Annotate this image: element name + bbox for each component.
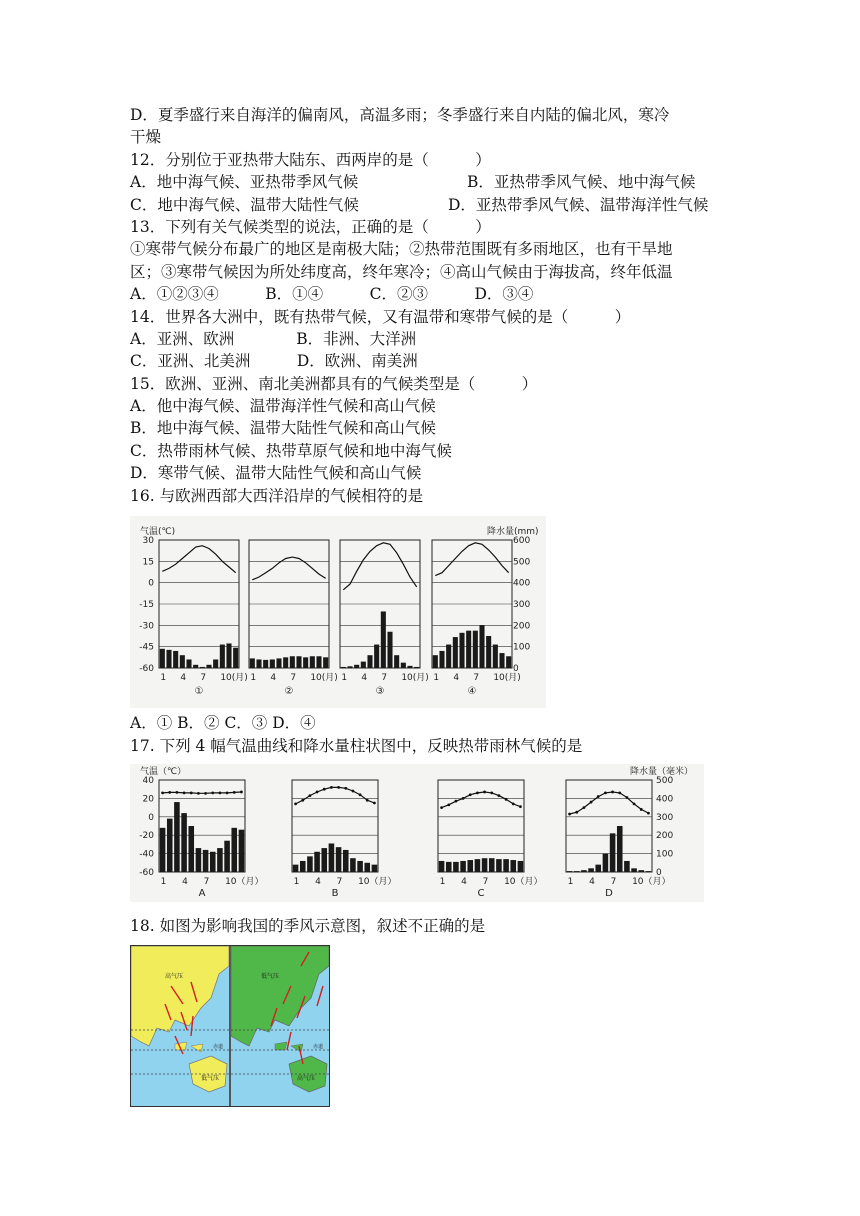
precip-bar [160, 828, 166, 872]
precip-bar [466, 631, 471, 668]
precip-bar [394, 655, 399, 668]
temp-tick-label: 30 [142, 536, 154, 546]
month-tick-label: 1 [341, 673, 348, 683]
precip-bar [336, 847, 342, 872]
temp-point [455, 800, 458, 803]
panel-label: D [605, 888, 613, 899]
precip-bar [347, 666, 352, 668]
precip-bar [233, 648, 238, 668]
month-tick-label: 10（月） [225, 877, 264, 887]
temp-point [344, 787, 347, 790]
precip-bar [475, 859, 481, 872]
month-tick-label: 4 [453, 673, 460, 683]
precip-bar [300, 861, 306, 872]
precip-bar [188, 826, 194, 872]
precip-bar [217, 848, 223, 872]
precip-bar [263, 660, 268, 668]
precip-bar [181, 813, 187, 872]
precip-tick-label: 400 [656, 794, 674, 805]
panel-frame [438, 780, 524, 872]
q16-options: A．① B．② C．③ D．④ [130, 714, 316, 732]
map-right-low-pressure-label: 低气压 [261, 973, 280, 980]
precip-bar [213, 659, 218, 668]
precip-bar [193, 665, 198, 668]
temp-point [176, 791, 179, 794]
precip-bar [174, 802, 180, 872]
month-tick-label: 7 [473, 673, 480, 683]
precip-tick-label: 100 [513, 642, 531, 653]
precip-bar [341, 667, 346, 668]
temp-point [568, 813, 571, 816]
precip-bar [321, 848, 327, 872]
precip-bar [203, 850, 209, 872]
q13-options: A．①②③④ B．①④ C．②③ D．③④ [130, 285, 534, 304]
month-tick-label: 7 [381, 673, 388, 683]
monsoon-map-figure [130, 945, 330, 1107]
month-tick-label: 1 [293, 877, 300, 887]
precip-bar [407, 666, 412, 668]
month-tick-label: 4 [361, 673, 368, 683]
temp-point [633, 803, 636, 806]
precip-tick-label: 0 [656, 868, 662, 878]
q13-stem: 13．下列有关气候类型的说法，正确的是（ ） [130, 217, 491, 236]
temp-tick-label: -40 [139, 849, 154, 860]
map-left-low-pressure-label: 低气压 [201, 1075, 220, 1082]
precip-bar [473, 631, 478, 668]
precip-tick-label: 300 [513, 600, 531, 610]
precip-bar [624, 861, 630, 872]
temp-point [490, 791, 493, 794]
temp-point [611, 791, 614, 794]
month-tick-label: 1 [439, 877, 446, 887]
temp-tick-label: 15 [142, 557, 154, 568]
precip-bar [646, 871, 652, 872]
precip-axis-title: 降水量（毫米） [630, 767, 694, 777]
q18-stem: 18. 如图为影响我国的季风示意图，叙述不正确的是 [130, 917, 486, 935]
map-left-equator-label: 赤道 [213, 1044, 224, 1050]
precip-axis-title: 降水量(mm) [487, 527, 539, 537]
precip-bar [581, 870, 587, 872]
precip-bar [314, 852, 320, 872]
temp-point [483, 791, 486, 794]
q12-option-a: A．地中海气候、亚热带季风气候 [130, 173, 359, 192]
q12-options-ab [130, 171, 740, 193]
precip-bar [453, 862, 459, 872]
month-tick-label: 7 [200, 673, 207, 683]
worksheet [130, 104, 740, 507]
temp-tick-label: -30 [139, 621, 154, 632]
panel-label: ① [194, 686, 204, 697]
temp-point [204, 792, 207, 795]
month-tick-label: 4 [315, 877, 321, 887]
panel-label: A [198, 888, 206, 899]
precip-tick-label: 300 [656, 812, 674, 823]
temp-point [190, 791, 193, 794]
precip-tick-label: 0 [513, 664, 519, 674]
precip-bar [499, 653, 504, 668]
precip-bar [250, 658, 255, 668]
temp-point [583, 806, 586, 809]
precip-bar [296, 656, 301, 668]
precip-bar [414, 667, 419, 668]
temp-curve [252, 557, 325, 580]
temp-point [301, 799, 304, 802]
q11-option-d-line1: D．夏季盛行来自海洋的偏南风，高温多雨；冬季盛行来自内陆的偏北风，寒冷 [130, 106, 670, 124]
temp-point [640, 808, 643, 811]
temp-curve [162, 546, 235, 573]
temp-point [604, 791, 607, 794]
temp-point [330, 786, 333, 789]
temp-point [647, 812, 650, 815]
q13-statements-line2: 区；③寒带气候因为所处纬度高，终年寒冷；④高山气候由于海拔高，终年低温 [130, 262, 673, 281]
precip-bar [503, 859, 509, 872]
temp-point [309, 794, 312, 797]
precip-bar [180, 655, 185, 668]
precip-bar [323, 657, 328, 668]
panel-frame [566, 780, 652, 872]
precip-bar [196, 848, 202, 872]
precip-bar [270, 659, 275, 668]
temp-point [505, 798, 508, 801]
temp-point [183, 791, 186, 794]
q15-option-b: B．地中海气候、温带大陆性气候和高山气候 [130, 419, 436, 438]
precip-bar [574, 871, 580, 872]
q12-option-d: D．亚热带季风气候、温带海洋性气候 [448, 195, 709, 214]
q15-option-a: A．他中海气候、温带海洋性气候和高山气候 [130, 397, 436, 416]
precip-bar [226, 643, 231, 668]
temp-point [597, 795, 600, 798]
month-tick-label: 7 [336, 877, 343, 887]
temp-tick-label: 0 [148, 812, 154, 823]
temp-point [476, 791, 479, 794]
precip-bar [354, 665, 359, 668]
month-tick-label: 1 [160, 877, 167, 887]
temp-point [316, 791, 319, 794]
month-tick-label: 7 [290, 673, 297, 683]
month-tick-label: 7 [482, 877, 489, 887]
q15-option-c: C．热带雨林气候、热带草原气候和地中海气候 [130, 441, 452, 460]
temp-point [226, 791, 229, 794]
precip-bar [439, 861, 445, 872]
panel-label: ③ [375, 686, 385, 697]
precip-bar [401, 663, 406, 668]
precip-bar [595, 865, 601, 872]
precip-bar [459, 633, 464, 668]
precip-bar [387, 632, 392, 668]
precip-bar [631, 868, 637, 872]
map-right-equator-label: 赤道 [313, 1044, 324, 1050]
precip-bar [316, 656, 321, 668]
temp-point [337, 786, 340, 789]
precip-bar [239, 830, 245, 872]
temp-point [462, 797, 465, 800]
precip-bar [167, 819, 173, 872]
precip-bar [496, 859, 502, 872]
precip-bar [350, 858, 356, 872]
temp-tick-label: -45 [139, 642, 154, 653]
month-tick-label: 10(月) [493, 673, 521, 683]
precip-bar [467, 860, 473, 872]
precip-bar [453, 637, 458, 668]
precip-bar [290, 656, 295, 668]
precip-tick-label: 100 [656, 849, 674, 860]
temp-point [626, 796, 629, 799]
month-tick-label: 1 [433, 673, 440, 683]
temp-point [211, 791, 214, 794]
q12-stem: 12．分别位于亚热带大陆东、西两岸的是（ ） [130, 150, 491, 169]
temp-curve [570, 792, 649, 814]
temp-point [618, 791, 621, 794]
month-tick-label: 1 [567, 877, 574, 887]
precip-tick-label: 200 [513, 621, 531, 632]
panel-frame [292, 780, 378, 872]
month-tick-label: 10(月) [401, 673, 429, 683]
precip-bar [493, 645, 498, 668]
q14-stem: 14．世界各大洲中，既有热带气候，又有温带和寒带气候的是（ ） [130, 307, 631, 326]
map-right-high-pressure-label: 高气压 [297, 1075, 316, 1082]
q13-statements-line1: ①寒带气候分布最广的地区是南极大陆；②热带范围既有多雨地区，也有干旱地 [130, 240, 673, 259]
precip-bar [610, 833, 616, 872]
month-tick-label: 10（月） [358, 877, 397, 887]
precip-bar [166, 650, 171, 668]
precip-bar [603, 854, 609, 872]
temp-point [590, 801, 593, 804]
precip-bar [186, 659, 191, 668]
temp-point [519, 805, 522, 808]
panel-label: ② [284, 686, 294, 697]
temp-curve [442, 792, 521, 808]
precip-bar [433, 655, 438, 668]
precip-bar [361, 662, 366, 668]
temp-tick-label: -60 [139, 868, 154, 878]
precip-bar [173, 651, 178, 668]
month-tick-label: 4 [589, 877, 595, 887]
temp-point [197, 792, 200, 795]
temp-point [323, 788, 326, 791]
q14-options-ab: A．亚洲、欧洲 B．非洲、大洋洲 [130, 329, 417, 348]
temp-point [168, 791, 171, 794]
temp-curve [163, 792, 242, 793]
precip-bar [329, 843, 335, 872]
q16-climate-chart [130, 516, 546, 708]
q15-option-d: D．寒带气候、温带大陆性气候和高山气候 [130, 464, 422, 483]
precip-bar [617, 826, 623, 872]
precip-bar [206, 665, 211, 668]
month-tick-label: 10（月） [632, 877, 671, 887]
month-tick-label: 10（月） [504, 877, 543, 887]
month-tick-label: 4 [461, 877, 467, 887]
temp-tick-label: 20 [142, 794, 154, 805]
precip-bar [283, 657, 288, 668]
precip-bar [446, 645, 451, 668]
temp-curve [296, 787, 375, 804]
temp-point [373, 802, 376, 805]
temp-point [359, 793, 362, 796]
monsoon-map-svg [131, 946, 329, 1106]
precip-bar [372, 865, 378, 872]
q16-stem: 16. 与欧洲西部大西洋沿岸的气候相符的是 [130, 486, 424, 505]
temp-point [294, 803, 297, 806]
temp-curve [435, 543, 508, 576]
precip-tick-label: 400 [513, 578, 531, 589]
q14-options-cd: C．亚洲、北美洲 D．欧洲、南美洲 [130, 352, 418, 371]
precip-bar [231, 828, 237, 872]
precip-bar [439, 651, 444, 668]
q11-option-d-line2: 干燥 [130, 128, 162, 147]
precip-bar [224, 841, 230, 872]
temp-tick-label: -20 [139, 831, 154, 842]
precip-bar [293, 865, 299, 872]
panel-label: ④ [467, 686, 477, 697]
month-tick-label: 4 [270, 673, 277, 683]
month-tick-label: 1 [250, 673, 257, 683]
q16-climate-chart-svg [130, 516, 546, 708]
temp-point [469, 793, 472, 796]
temp-tick-label: -15 [139, 600, 154, 610]
precip-bar [374, 645, 379, 668]
month-tick-label: 1 [160, 673, 167, 683]
precip-bar [486, 636, 491, 668]
precip-bar [588, 868, 594, 872]
precip-tick-label: 600 [513, 536, 531, 546]
q17-climate-chart-svg [130, 764, 704, 902]
temp-point [240, 791, 243, 794]
temp-point [233, 791, 236, 794]
precip-bar [210, 852, 216, 872]
month-tick-label: 10(月) [220, 673, 248, 683]
precip-bar [200, 667, 205, 668]
precip-bar [482, 858, 488, 872]
month-tick-label: 7 [203, 877, 210, 887]
precip-bar [256, 659, 261, 668]
panel-label: B [331, 888, 339, 899]
temp-tick-label: 40 [142, 776, 154, 786]
precip-tick-label: 500 [513, 557, 531, 568]
temp-point [352, 790, 355, 793]
temp-tick-label: 0 [148, 578, 154, 589]
precip-bar [307, 856, 313, 872]
precip-bar [364, 863, 370, 872]
precip-bar [357, 861, 363, 872]
temp-point [219, 791, 222, 794]
precip-bar [638, 870, 644, 872]
precip-tick-label: 500 [656, 776, 674, 786]
precip-tick-label: 200 [656, 831, 674, 842]
precip-bar [220, 645, 225, 668]
precip-bar [367, 655, 372, 668]
month-tick-label: 10(月) [310, 673, 338, 683]
precip-bar [460, 861, 466, 872]
precip-bar [510, 860, 516, 872]
q15-stem: 15．欧洲、亚洲、南北美洲都具有的气候类型是（ ） [130, 374, 538, 393]
precip-bar [381, 611, 386, 668]
month-tick-label: 4 [180, 673, 187, 683]
temp-point [366, 799, 369, 802]
temp-point [440, 806, 443, 809]
precip-bar [479, 625, 484, 668]
q12-options-cd [130, 194, 740, 216]
temp-point [512, 803, 515, 806]
month-tick-label: 7 [610, 877, 617, 887]
precip-bar [506, 656, 511, 668]
precip-bar [343, 850, 349, 872]
precip-bar [446, 862, 452, 872]
precip-bar [160, 649, 165, 668]
month-tick-label: 4 [182, 877, 188, 887]
q17-stem: 17. 下列 4 幅气温曲线和降水量柱状图中，反映热带雨林气候的是 [130, 737, 583, 755]
precip-bar [310, 656, 315, 668]
temp-point [498, 794, 501, 797]
panel-label: C [477, 888, 485, 899]
precip-bar [518, 861, 524, 872]
temp-point [447, 803, 450, 806]
temp-point [161, 791, 164, 794]
q12-option-b: B．亚热带季风气候、地中海气候 [467, 173, 696, 192]
temp-point [575, 811, 578, 814]
temp-axis-title: 气温(℃) [140, 527, 176, 537]
temp-axis-title: 气温（℃） [140, 767, 187, 777]
precip-bar [567, 871, 573, 872]
q17-climate-chart [130, 764, 704, 902]
temp-tick-label: -60 [139, 664, 154, 674]
precip-bar [489, 858, 495, 872]
q12-option-c: C．地中海气候、温带大陆性气候 [130, 195, 359, 214]
precip-bar [303, 657, 308, 668]
precip-bar [276, 658, 281, 668]
map-left-high-pressure-label: 高气压 [165, 973, 184, 980]
